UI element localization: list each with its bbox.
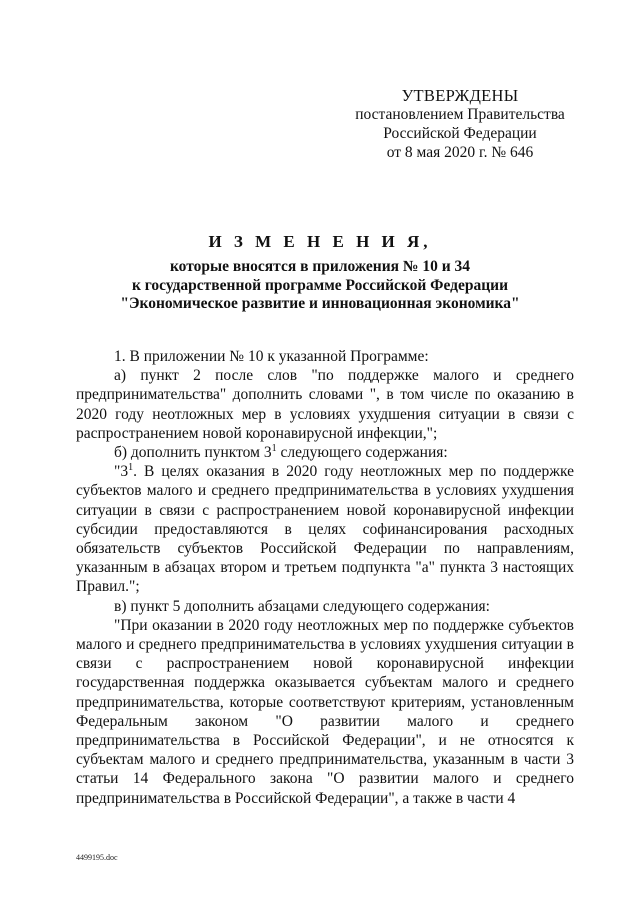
paragraph-4 bbox=[76, 462, 574, 596]
document-file-id: 4499195.doc bbox=[76, 853, 118, 862]
paragraph-4-text-b: . В целях оказания в 2020 году неотложных мер по поддержке субъектов малого и среднего предпринимательства в условиях ухудшения ситуации в связи с распространением новой коронавирусной инфекции субсидии предоставляются в целях софинансирования расходных обязательств субъектов Российской Федерации по направлениям, указанным в абзацах втором и третьем подпункта "а" пункта 3 настоящих Правил."; bbox=[76, 463, 574, 596]
paragraph-4-text-a: "3 bbox=[114, 463, 129, 481]
paragraph-3-text-b: следующего содержания: bbox=[276, 444, 448, 462]
title-main: И З М Е Н Е Н И Я, bbox=[208, 232, 432, 251]
title-line-3: "Экономическое развитие и инновационная экономика" bbox=[120, 295, 520, 312]
approval-line-3: от 8 мая 2020 г. № 646 bbox=[386, 144, 534, 161]
title-line-1: которые вносятся в приложения № 10 и 34 bbox=[169, 258, 471, 275]
approval-stamp bbox=[350, 86, 570, 162]
paragraph-1: 1. В приложении № 10 к указанной Программе: bbox=[114, 348, 429, 365]
paragraph-3 bbox=[76, 443, 574, 462]
paragraph-6: "При оказании в 2020 году неотложных мер по поддержке субъектов малого и среднего предпринимательства в условиях ухудшения ситуации в связи с распространением новой коронавирусной инфекции государственная поддержка оказывается субъектам малого и среднего предпринимательства, которые соответствуют критериям, установленным Федеральным законом "О развитии малого и среднего предпринимательства в Российской Федерации", и не относятся к субъектам малого и среднего предпринимательства, указанным в части 3 статьи 14 Федерального закона "О развитии малого и среднего предпринимательства в Российской Федерации", а также в части 4 bbox=[76, 616, 574, 807]
title-line-2: к государственной программе Российской Федерации bbox=[131, 276, 509, 294]
paragraph-5: в) пункт 5 дополнить абзацами следующего содержания: bbox=[114, 597, 490, 615]
approval-heading: УТВЕРЖДЕНЫ bbox=[401, 86, 519, 105]
paragraph-2: а) пункт 2 после слов "по поддержке малого и среднего предпринимательства" дополнить словами ", в том числе по оказанию в 2020 году неотложных мер в условиях ухудшения ситуации в связи с распространением новой коронавирусной инфекции,"; bbox=[76, 367, 574, 442]
approval-line-2: Российской Федерации bbox=[383, 125, 537, 142]
document-title bbox=[60, 232, 580, 314]
paragraph-3-superscript: 1 bbox=[271, 442, 277, 454]
approval-line-1: постановлением Правительства bbox=[355, 106, 565, 123]
document-body bbox=[76, 347, 574, 808]
paragraph-4-superscript: 1 bbox=[128, 462, 134, 474]
paragraph-3-text-a: б) дополнить пунктом 3 bbox=[114, 444, 272, 462]
